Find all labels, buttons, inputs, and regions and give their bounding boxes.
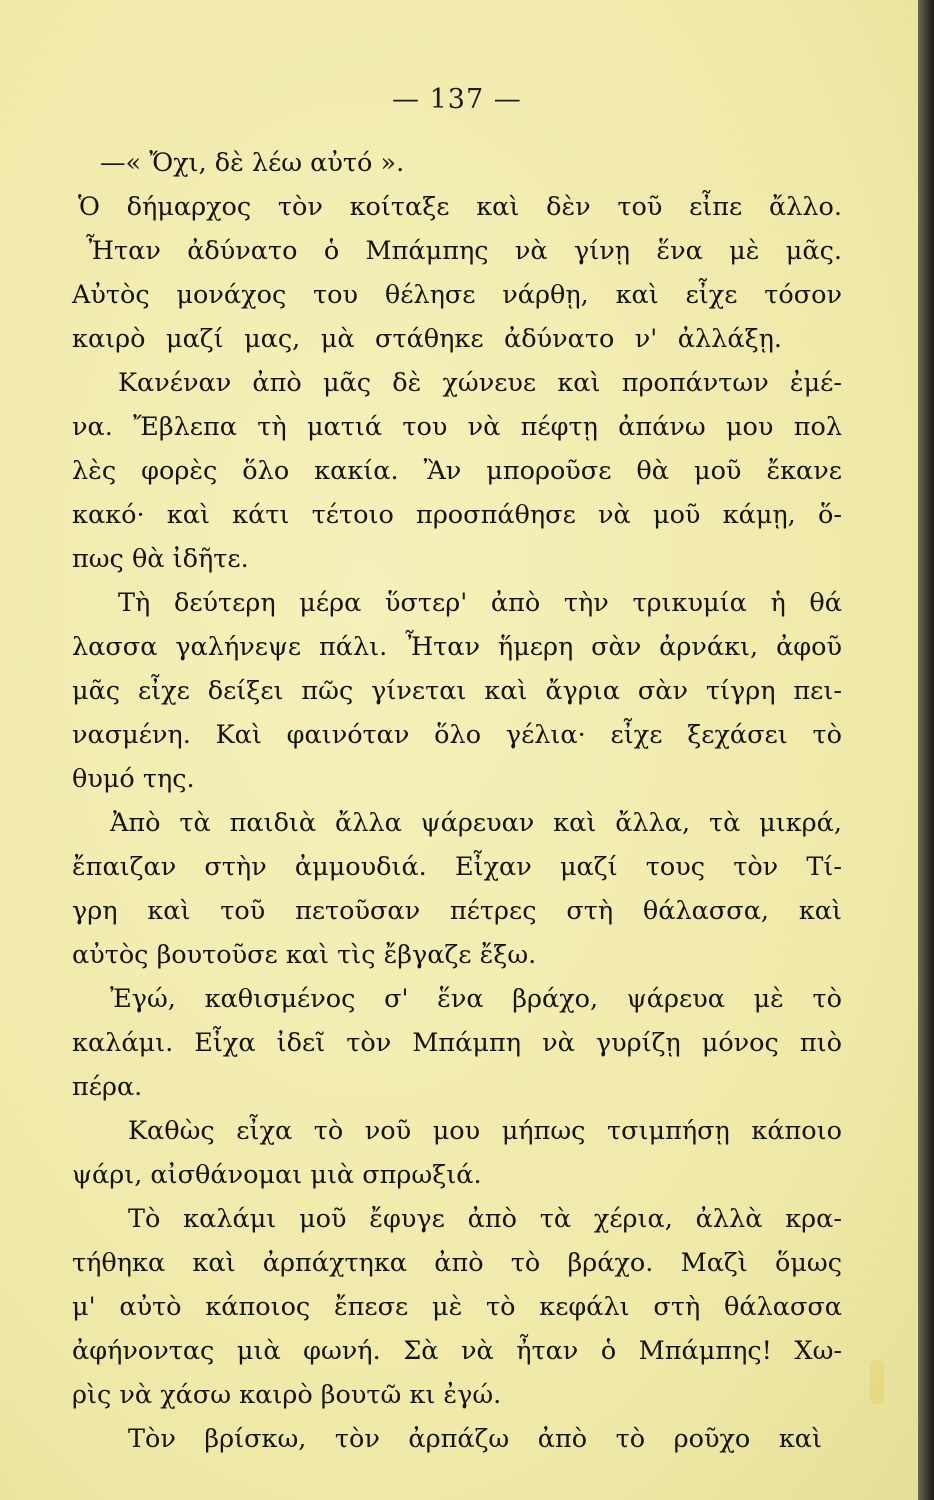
text-line: λὲς φορὲς ὅλο κακία. Ἂν μποροῦσε θὰ μοῦ ἔκανε	[72, 456, 842, 486]
text-line: Τὸν βρίσκω, τὸν ἀρπάζω ἀπὸ τὸ ροῦχο καὶ	[128, 1424, 822, 1454]
text-line: Ὁ δήμαρχος τὸν κοίταξε καὶ δὲν τοῦ εἶπε ἄλλο.	[78, 192, 842, 222]
paper-stain	[870, 1360, 884, 1404]
text-line: καλάμι. Εἶχα ἰδεῖ τὸν Μπάμπη νὰ γυρίζῃ μόνος πιὸ	[72, 1028, 842, 1058]
text-line: ἔπαιζαν στὴν ἀμμουδιά. Εἶχαν μαζί τους τὸν Τί-	[72, 852, 842, 882]
text-line: τήθηκα καὶ ἀρπάχτηκα ἀπὸ τὸ βράχο. Μαζὶ ὅμως	[72, 1248, 842, 1278]
text-line: Τὴ δεύτερη μέρα ὕστερ' ἀπὸ τὴν τρικυμία ἡ θά	[118, 588, 842, 618]
text-line: —« Ὄχι, δὲ λέω αὐτό ».	[100, 148, 405, 178]
text-line: Ἦταν ἀδύνατο ὁ Μπάμπης νὰ γίνῃ ἕνα μὲ μᾶς.	[86, 236, 842, 266]
text-line: ἀφήνοντας μιὰ φωνή. Σὰ νὰ ἦταν ὁ Μπάμπης! Χω-	[72, 1336, 842, 1366]
text-line: να. Ἔβλεπα τὴ ματιά του νὰ πέφτῃ ἀπάνω μου πολ	[72, 412, 842, 442]
text-line: λασσα γαλήνεψε πάλι. Ἦταν ἥμερη σὰν ἀρνάκι, ἀφοῦ	[72, 632, 842, 662]
text-line: Τὸ καλάμι μοῦ ἔφυγε ἀπὸ τὰ χέρια, ἀλλὰ κρα-	[128, 1204, 842, 1234]
text-line: μᾶς εἶχε δείξει πῶς γίνεται καὶ ἄγρια σὰν τίγρη πει-	[72, 676, 842, 706]
text-line: γρη καὶ τοῦ πετοῦσαν πέτρες στὴ θάλασσα, καὶ	[72, 896, 842, 926]
page-edge-shadow	[918, 0, 934, 1500]
text-line: Αὐτὸς μονάχος του θέλησε νάρθῃ, καὶ εἶχε τόσον	[72, 280, 842, 310]
text-line: πέρα.	[72, 1072, 143, 1102]
text-line: Κανέναν ἀπὸ μᾶς δὲ χώνευε καὶ προπάντων ἐμέ-	[118, 368, 842, 398]
text-line: ρὶς νὰ χάσω καιρὸ βουτῶ κι ἐγώ.	[72, 1380, 502, 1410]
text-line: καιρὸ μαζί μας, μὰ στάθηκε ἀδύνατο ν' ἀλλάξῃ.	[72, 324, 782, 354]
text-line: ψάρι, αἰσθάνομαι μιὰ σπρωξιά.	[72, 1160, 482, 1190]
text-line: Ἐγώ, καθισμένος σ' ἕνα βράχο, ψάρευα μὲ τὸ	[110, 984, 842, 1014]
text-line: κακό· καὶ κάτι τέτοιο προσπάθησε νὰ μοῦ κάμῃ, ὅ-	[72, 500, 842, 530]
text-line: θυμό της.	[72, 764, 195, 794]
text-line: Ἀπὸ τὰ παιδιὰ ἄλλα ψάρευαν καὶ ἄλλα, τὰ μικρά,	[110, 808, 842, 838]
text-line: αὐτὸς βουτοῦσε καὶ τὶς ἔβγαζε ἔξω.	[72, 940, 537, 970]
page-number: — 137 —	[392, 84, 522, 115]
text-line: Καθὼς εἶχα τὸ νοῦ μου μήπως τσιμπήσῃ κάποιο	[128, 1116, 842, 1146]
text-line: νασμένη. Καὶ φαινόταν ὅλο γέλια· εἶχε ξεχάσει τὸ	[72, 720, 842, 750]
text-line: πως θὰ ἰδῆτε.	[72, 544, 249, 574]
text-line: μ' αὐτὸ κάποιος ἔπεσε μὲ τὸ κεφάλι στὴ θάλασσα	[72, 1292, 842, 1322]
